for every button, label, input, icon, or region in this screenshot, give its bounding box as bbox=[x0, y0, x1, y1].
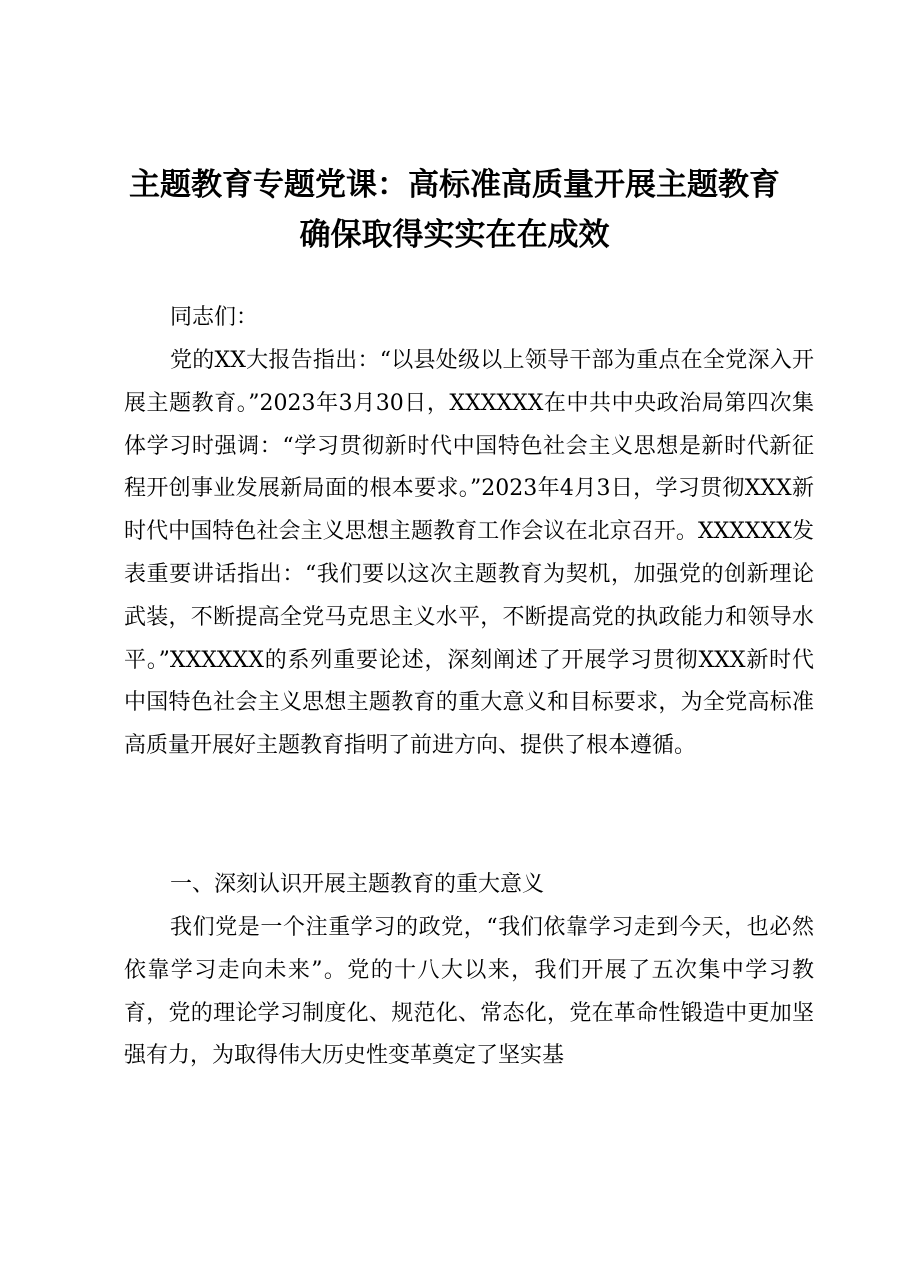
paragraph-2 bbox=[124, 907, 814, 1078]
paragraph-2-text: 我们党是一个注重学习的政党，“我们依靠学习走到今天，也必然依靠学习走向未来”。党的十八大以来，我们开展了五次集中学习教育，党的理论学习制度化、规范化、常态化，党在革命性锻造中更加坚强有力，为取得伟大历史性变革奠定了坚实基 bbox=[124, 915, 814, 1069]
paragraph-1 bbox=[124, 340, 814, 768]
salutation-text: 同志们： bbox=[170, 305, 259, 330]
section-heading-1-text: 一、深刻认识开展主题教育的重大意义 bbox=[170, 872, 545, 897]
document-title-line-1: 主题教育专题党课：高标准高质量开展主题教育 bbox=[129, 167, 780, 203]
salutation bbox=[124, 297, 814, 340]
section-heading-1 bbox=[124, 864, 814, 907]
paragraph-1-text: 党的XX大报告指出：“以县处级以上领导干部为重点在全党深入开展主题教育。”2023年3月30日，XXXXXX在中共中央政治局第四次集体学习时强调：“学习贯彻新时代中国特色社会主义思想是新时代新征程开创事业发展新局面的根本要求。”2023年4月3日，学习贯彻XXX新时代中国特色社会主义思想主题教育工作会议在北京召开。XXXXXX发表重要讲话指出：“我们要以这次主题教育为契机，加强党的创新理论武装，不断提高全党马克思主义水平，不断提高党的执政能力和领导水平。”XXXXXX的系列重要论述，深刻阐述了开展学习贯彻XXX新时代中国特色社会主义思想主题教育的重大意义和目标要求，为全党高标准高质量开展好主题教育指明了前进方向、提供了根本遵循。 bbox=[124, 348, 814, 759]
document-title-line-2: 确保取得实实在在成效 bbox=[299, 217, 610, 253]
